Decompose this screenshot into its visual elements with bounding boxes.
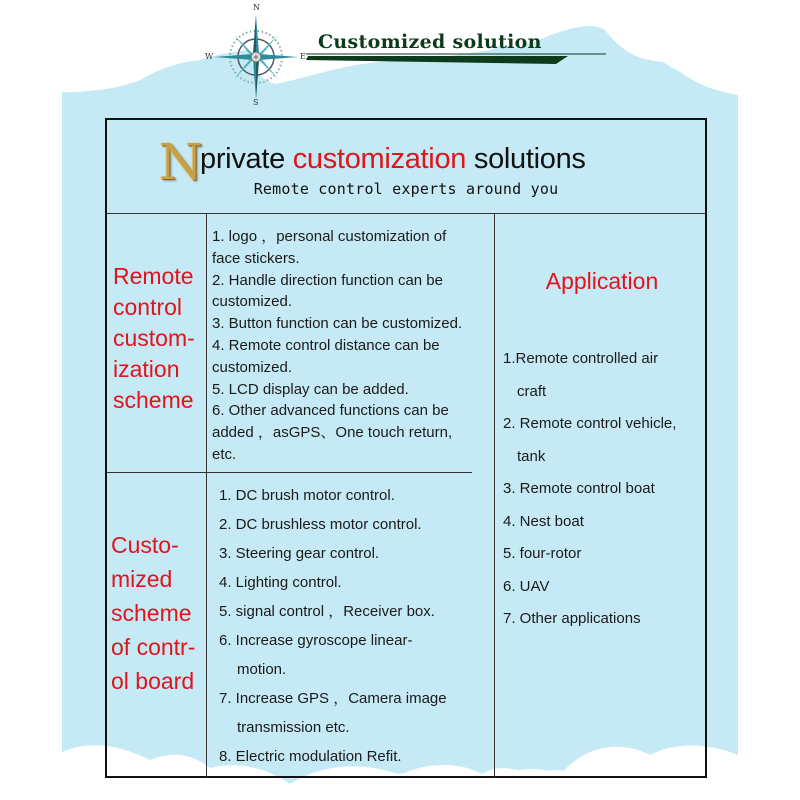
application-list [503, 343, 676, 636]
list-item-text: 3. Remote control boat [503, 480, 655, 497]
banner-title-prefix: private [200, 143, 293, 175]
list-item-continuation: craft [517, 382, 547, 400]
list-item [219, 510, 447, 539]
list-item [503, 603, 676, 636]
list-item [219, 626, 447, 684]
control-board-list [219, 481, 447, 771]
list-item-text: 3. Steering gear control. [219, 545, 380, 562]
list-item [503, 473, 676, 506]
list-item [503, 506, 676, 539]
list-item: 5. LCD display can be added. [212, 380, 409, 398]
gold-n-logo: N [159, 133, 203, 191]
control-board-label: Custo- mized scheme of contr- ol board [111, 532, 196, 694]
banner-subtitle: Remote control experts around you [253, 180, 559, 198]
page-title: Customized solution [318, 31, 542, 53]
banner-row [107, 120, 705, 214]
list-item: added ，asGPS、One touch return, [212, 424, 453, 442]
remote-customization-list [212, 226, 462, 466]
remote-customization-label: Remote control custom- ization scheme [113, 263, 195, 413]
list-item-text: 7. Increase GPS ，Camera image [219, 690, 447, 707]
list-item-text: 6. UAV [503, 577, 550, 595]
compass-west-label: W [205, 52, 214, 61]
list-item [219, 568, 447, 597]
application-heading: Application [545, 268, 659, 294]
list-item [219, 742, 447, 771]
list-item-text: 5. signal control ，Receiver box. [219, 603, 435, 620]
title-underline-arrow [306, 52, 606, 66]
list-item-text: 1.Remote controlled air [503, 350, 659, 367]
list-item: 1. logo ，personal customization of [212, 228, 447, 245]
row-divider [107, 472, 472, 473]
list-item [503, 408, 676, 473]
list-item [219, 481, 447, 510]
compass-east-label: E [300, 52, 306, 61]
list-item [219, 597, 447, 626]
banner-title-highlight: customization [292, 143, 467, 175]
list-item: 4. Remote control distance can be [212, 336, 440, 354]
list-item: customized. [212, 293, 293, 311]
list-item: etc. [212, 445, 237, 463]
list-item: 6. Other advanced functions can be [212, 402, 449, 420]
list-item [503, 538, 676, 571]
solutions-table [105, 118, 707, 778]
list-item-text: 5. four-rotor [503, 545, 582, 562]
list-item-continuation: tank [517, 447, 546, 465]
list-item-text: 6. Increase gyroscope linear- [219, 632, 413, 649]
list-item-text: 4. Nest boat [503, 512, 584, 530]
list-item [503, 571, 676, 604]
compass-north-label: N [253, 3, 260, 12]
list-item-continuation: transmission etc. [237, 719, 350, 736]
list-item-text: 2. Remote control vehicle, [503, 415, 677, 432]
list-item [219, 539, 447, 568]
compass-south-label: S [253, 98, 259, 107]
list-item: customized. [212, 358, 293, 376]
list-item-text: 2. DC brushless motor control. [219, 516, 422, 533]
list-item-text: 4. Lighting control. [219, 574, 342, 591]
list-item-continuation: motion. [237, 661, 287, 678]
list-item-text: 1. DC brush motor control. [219, 487, 395, 504]
column-divider-2 [494, 213, 495, 778]
banner-title [200, 142, 586, 176]
column-divider-1 [206, 213, 207, 778]
list-item: face stickers. [212, 249, 300, 267]
list-item [219, 684, 447, 742]
compass-rose-icon [196, 0, 316, 110]
list-item: 2. Handle direction function can be [212, 271, 443, 289]
list-item-text: 7. Other applications [503, 610, 641, 627]
list-item-text: 8. Electric modulation Refit. [219, 748, 402, 765]
list-item: 3. Button function can be customized. [212, 315, 463, 333]
list-item [503, 343, 676, 408]
banner-title-suffix: solutions [466, 143, 586, 175]
